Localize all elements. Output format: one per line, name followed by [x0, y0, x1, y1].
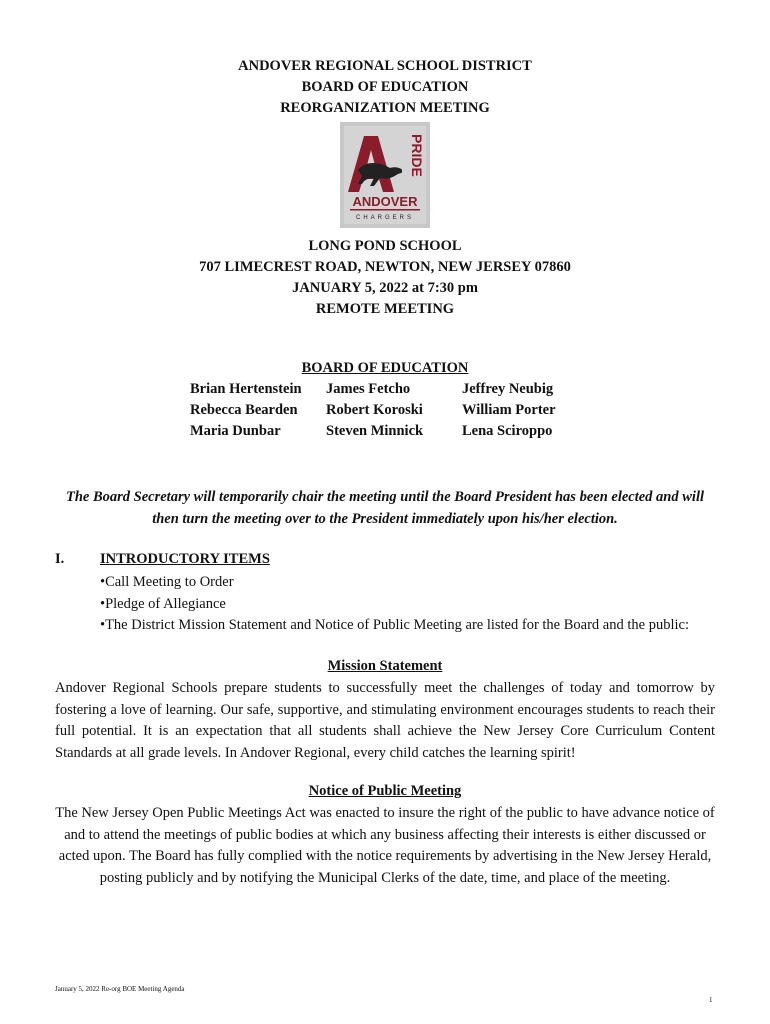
- mission-statement-text: Andover Regional Schools prepare students to successfully meet the challenges of today and tomorrow by fostering a love of learning. Our safe, supportive, and stimulating environment encourages students to reach their full potential. It is an expectation that all students shall achieve the New Jersey Core Curriculum Content Standards at all grade levels. In Andover Regional, every child catches the learning spirit!: [55, 680, 715, 761]
- logo-chargers-text: CHARGERS: [355, 215, 415, 221]
- board-member: Robert Koroski: [326, 402, 423, 418]
- public-notice-title: Notice of Public Meeting: [308, 783, 462, 799]
- board-members-row: [190, 379, 556, 400]
- list-item: •The District Mission Statement and Notice of Public Meeting are listed for the Board and the public:: [100, 617, 689, 633]
- board-member: Jeffrey Neubig: [462, 381, 554, 397]
- board-members-row: [190, 421, 556, 442]
- board-members-row: [190, 400, 556, 421]
- board-member: William Porter: [462, 402, 556, 418]
- board-member: James Fetcho: [326, 381, 411, 397]
- board-member: Brian Hertenstein: [190, 381, 302, 397]
- board-member: Steven Minnick: [326, 423, 424, 439]
- school-address: 707 LIMECREST ROAD, NEWTON, NEW JERSEY 07860: [199, 259, 571, 275]
- introductory-items-list: [100, 572, 689, 637]
- section-title: INTRODUCTORY ITEMS: [100, 551, 270, 567]
- list-item: •Call Meeting to Order: [100, 574, 234, 590]
- secretary-chair-notice: The Board Secretary will temporarily chair the meeting until the Board President has been elected and will then turn the meeting over to the President immediately upon his/her election.: [66, 489, 704, 527]
- andover-pride-logo: [340, 122, 430, 228]
- header-board: BOARD OF EDUCATION: [301, 79, 469, 95]
- logo-pride-text: PRIDE: [409, 134, 425, 177]
- section-number: I.: [55, 551, 65, 567]
- board-members-title: BOARD OF EDUCATION: [301, 360, 469, 376]
- board-members-table: [190, 379, 556, 442]
- board-member: Rebecca Bearden: [190, 402, 298, 418]
- meeting-mode: REMOTE MEETING: [315, 301, 455, 317]
- page-number: 1: [709, 996, 713, 1004]
- list-item: •Pledge of Allegiance: [100, 595, 226, 612]
- board-member: Maria Dunbar: [190, 423, 281, 439]
- meeting-datetime: JANUARY 5, 2022 at 7:30 pm: [292, 280, 478, 296]
- board-member: Lena Sciroppo: [462, 423, 553, 439]
- public-notice-text: The New Jersey Open Public Meetings Act was enacted to insure the right of the public to have advance notice of and to attend the meetings of public bodies at which any business affecting their interests is either discussed or acted upon. The Board has fully complied with the notice requirements by advertising in the New Jersey Herald, posting publicly and by notifying the Municipal Clerks of the date, time, and place of the meeting.: [55, 805, 715, 886]
- logo-graphic: [340, 122, 430, 228]
- header-district: ANDOVER REGIONAL SCHOOL DISTRICT: [238, 58, 532, 74]
- footer-label: January 5, 2022 Re-org BOE Meeting Agenda: [55, 985, 185, 993]
- logo-andover-text: ANDOVER: [352, 194, 418, 209]
- mission-statement-title: Mission Statement: [327, 658, 443, 674]
- school-name: LONG POND SCHOOL: [308, 238, 462, 254]
- header-meeting-type: REORGANIZATION MEETING: [280, 100, 490, 116]
